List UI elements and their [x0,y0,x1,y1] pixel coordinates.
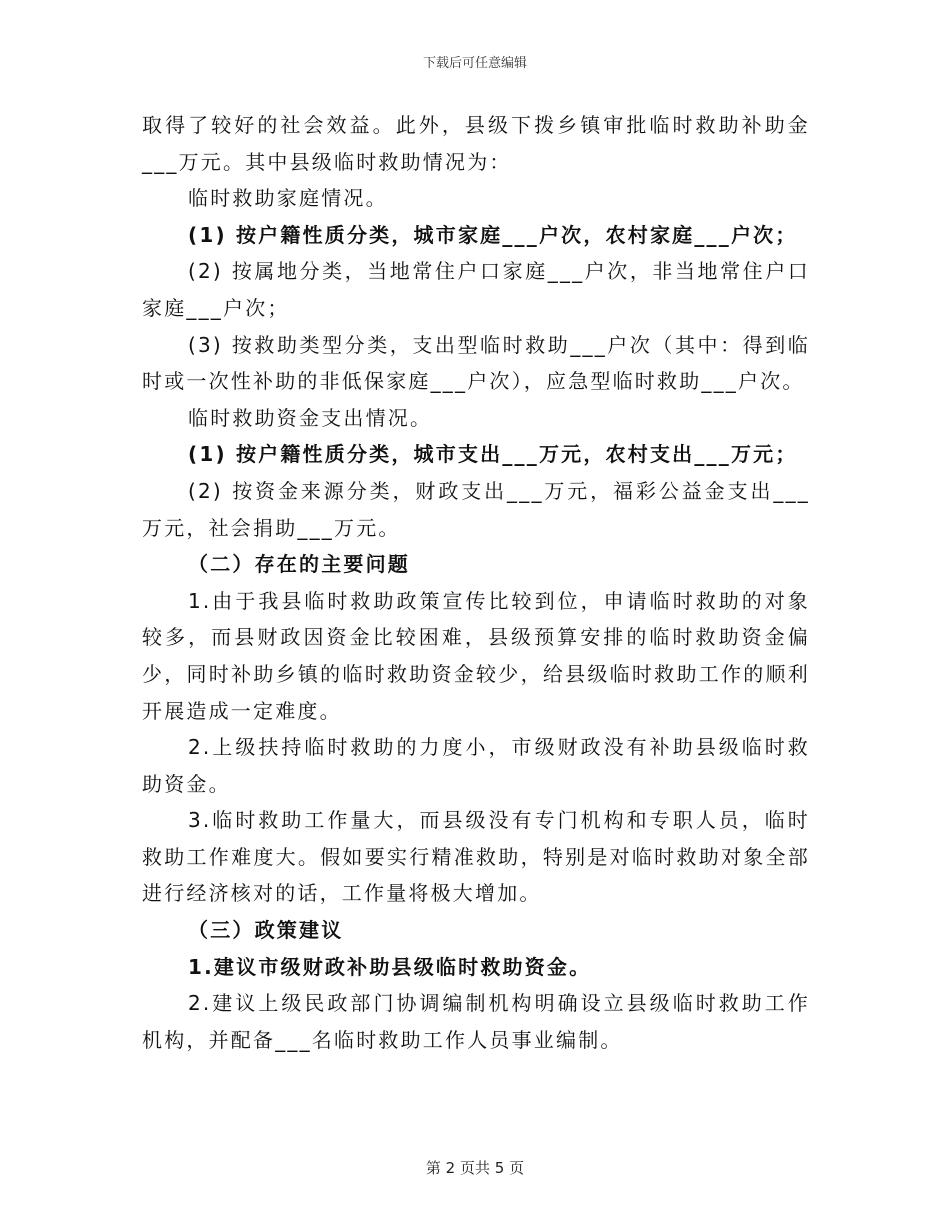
section-heading-3: （三）政策建议 [188,918,344,943]
page-footer: 第 2 页共 5 页 [425,1159,525,1177]
paragraph-12: 3.临时救助工作量大，而县级没有专门机构和专职人员，临时救助工作难度大。假如要实行精准救助，特别是对临时救助对象全部进行经济核对的话，工作量将极大增加。 [142,808,810,906]
paragraph-2: 临时救助家庭情况。 [188,186,388,211]
paragraph-14: 1.建议市级财政补助县级临时救助资金。 [188,954,592,979]
paragraph-5: (3) 按救助类型分类，支出型临时救助___户次（其中：得到临时或一次性补助的非低保家庭___户次），应急型临时救助___户次。 [142,332,810,394]
paragraph-1: 取得了较好的社会效益。此外，县级下拨乡镇审批临时救助补助金___万元。其中县级临时救助情况为： [142,113,810,174]
paragraph-8: (2) 按资金来源分类，财政支出___万元，福彩公益金支出___万元，社会捐助___万元。 [142,478,810,540]
paragraph-6: 临时救助资金支出情况。 [188,405,433,430]
paragraph-15: 2.建议上级民政部门协调编制机构明确设立县级临时救助工作机构，并配备___名临时救助工作人员事业编制。 [142,991,810,1052]
section-heading-2: （二）存在的主要问题 [188,552,410,577]
paragraph-10: 1.由于我县临时救助政策宣传比较到位，申请临时救助的对象较多，而县财政因资金比较困难，县级预算安排的临时救助资金偏少，同时补助乡镇的临时救助资金较少，给县级临时救助工作的顺利开展造成一定难度。 [142,588,810,723]
document-body [142,107,810,1058]
paragraph-7: (1) 按户籍性质分类，城市支出___万元，农村支出___万元； [188,442,798,467]
paragraph-11: 2.上级扶持临时救助的力度小，市级财政没有补助县级临时救助资金。 [142,735,810,796]
paragraph-3: (1) 按户籍性质分类，城市家庭___户次，农村家庭___户次； [188,222,798,247]
page-header: 下载后可任意编辑 [422,56,527,71]
paragraph-4: (2) 按属地分类，当地常住户口家庭___户次，非当地常住户口家庭___户次； [142,259,810,320]
